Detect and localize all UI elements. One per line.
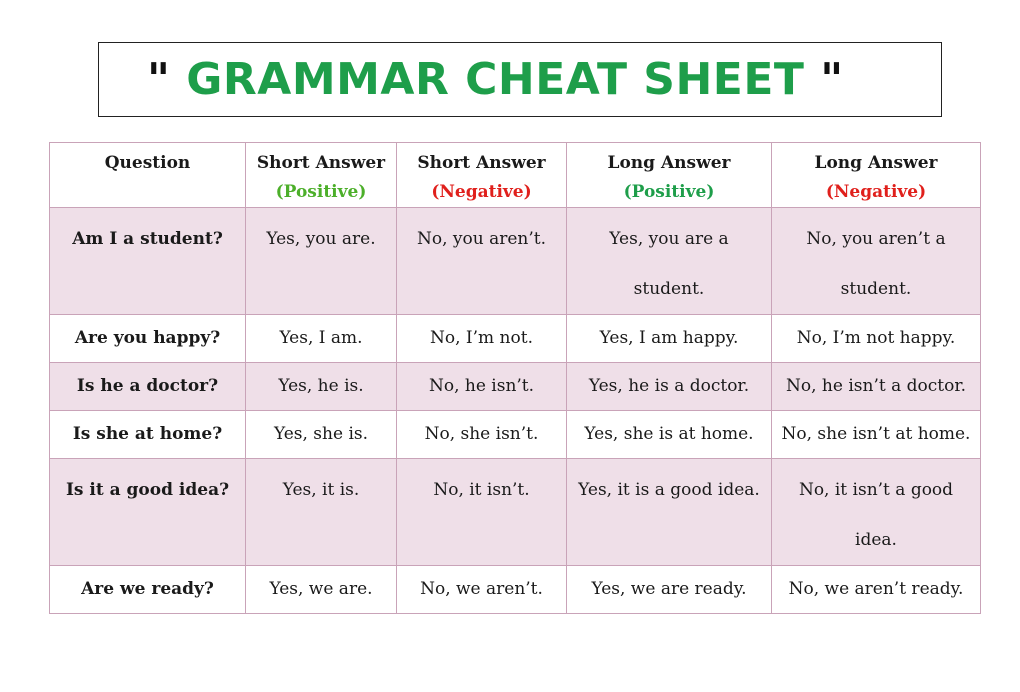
title-quote-close: " [820,54,844,105]
question-cell: Am I a student? [50,208,246,315]
header-short-negative-tag: (Negative) [431,182,532,202]
header-short-negative [397,143,567,208]
short-negative-cell: No, I’m not. [397,315,567,363]
question-cell: Is it a good idea? [50,459,246,566]
table-row [50,208,981,315]
short-positive-cell: Yes, she is. [246,411,397,459]
header-short-positive-label: Short Answer [256,153,386,173]
question-cell: Are you happy? [50,315,246,363]
long-positive-cell: Yes, I am happy. [567,315,772,363]
long-negative-line: No, you aren’t a [806,229,946,249]
header-short-negative-label: Short Answer [417,153,546,173]
table-row [50,315,981,363]
short-positive-cell: Yes, we are. [246,566,397,614]
header-short-positive [246,143,397,208]
page-title [147,54,844,105]
question-cell: Are we ready? [50,566,246,614]
title-main-text: GRAMMAR CHEAT SHEET [186,54,805,105]
question-cell: Is he a doctor? [50,363,246,411]
table-row [50,363,981,411]
header-long-negative-tag: (Negative) [825,182,927,202]
table-row [50,411,981,459]
short-positive-cell: Yes, you are. [246,208,397,315]
header-long-positive-tag: (Positive) [623,182,715,202]
long-positive-cell: Yes, it is a good idea. [567,459,772,566]
long-negative-line: No, it isn’t a good [798,480,954,500]
table-header-row [50,143,981,208]
header-long-positive-label: Long Answer [607,153,731,173]
long-negative-cell: No, we aren’t ready. [772,566,981,614]
short-positive-cell: Yes, he is. [246,363,397,411]
long-positive-cell [567,208,772,315]
question-cell: Is she at home? [50,411,246,459]
long-negative-line: student. [840,279,912,299]
table-row [50,566,981,614]
title-quote-open: " [147,54,171,105]
short-negative-cell: No, she isn’t. [397,411,567,459]
short-negative-cell: No, we aren’t. [397,566,567,614]
long-negative-cell [772,459,981,566]
header-long-negative [772,143,981,208]
header-long-negative-label: Long Answer [814,153,938,173]
short-positive-cell: Yes, it is. [246,459,397,566]
table-row [50,459,981,566]
title-box [98,42,942,117]
long-negative-cell: No, she isn’t at home. [772,411,981,459]
long-negative-cell [772,208,981,315]
long-negative-line: idea. [855,530,897,550]
header-long-positive [567,143,772,208]
header-question [50,143,246,208]
short-negative-cell: No, you aren’t. [397,208,567,315]
header-short-positive-tag: (Positive) [275,182,367,202]
short-negative-cell: No, it isn’t. [397,459,567,566]
long-positive-line: Yes, you are a [609,229,729,249]
long-positive-cell: Yes, he is a doctor. [567,363,772,411]
long-positive-line: student. [633,279,705,299]
grammar-table [49,142,981,614]
long-positive-cell: Yes, she is at home. [567,411,772,459]
header-question-label: Question [104,153,191,173]
short-positive-cell: Yes, I am. [246,315,397,363]
long-negative-cell: No, I’m not happy. [772,315,981,363]
long-negative-cell: No, he isn’t a doctor. [772,363,981,411]
long-positive-cell: Yes, we are ready. [567,566,772,614]
short-negative-cell: No, he isn’t. [397,363,567,411]
